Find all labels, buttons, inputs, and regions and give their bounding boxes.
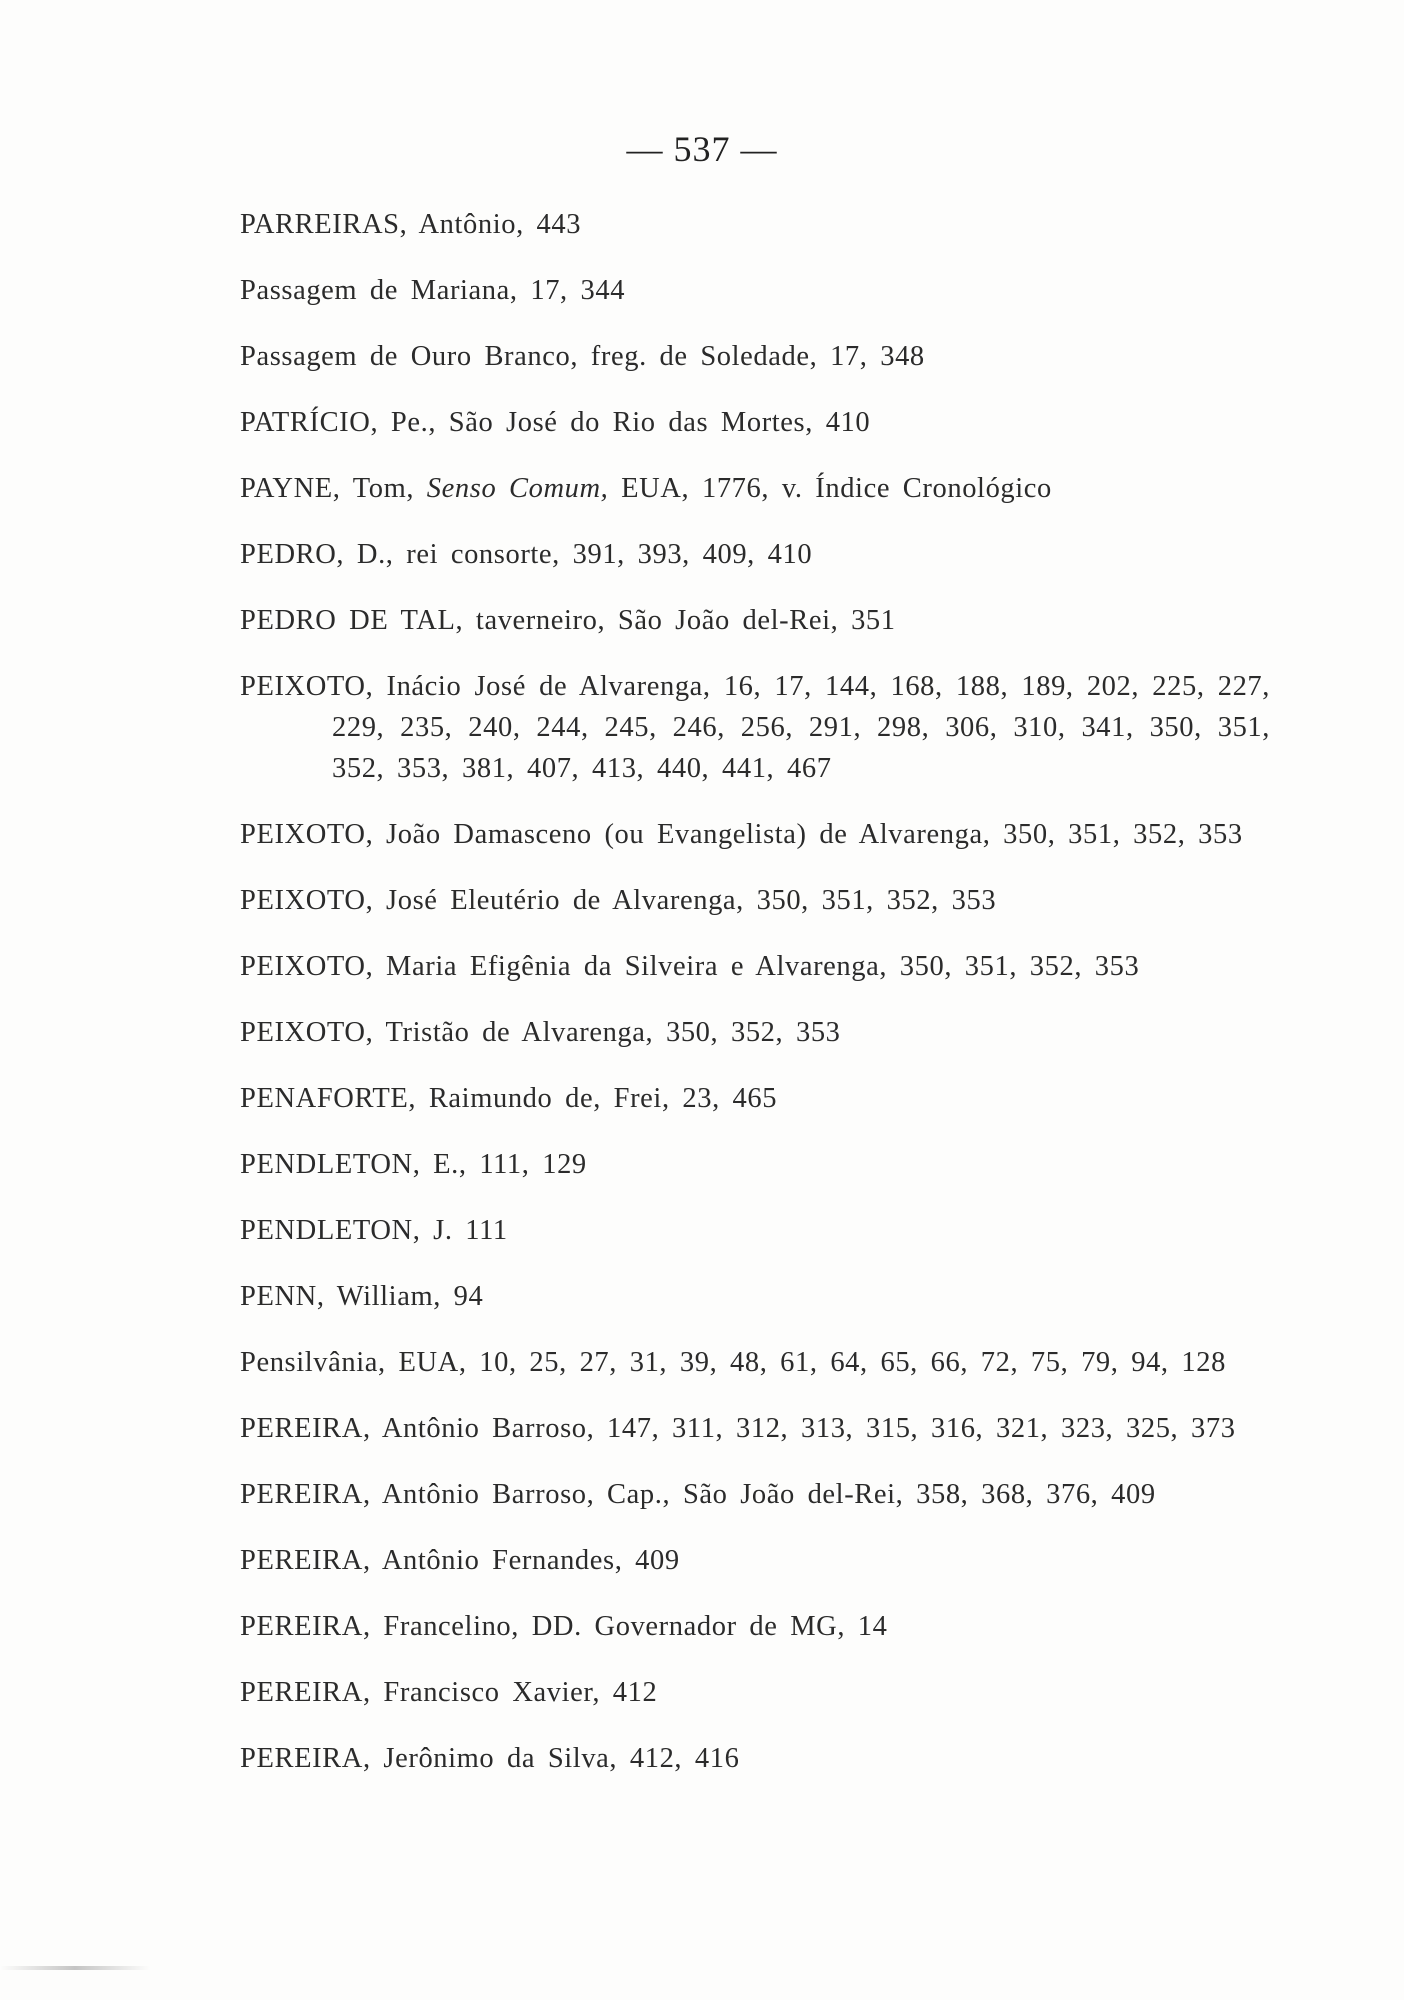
page-number: — 537 —	[626, 129, 778, 169]
index-entry: PEREIRA, Antônio Fernandes, 409	[240, 1545, 680, 1576]
index-entry: PEREIRA, Francisco Xavier, 412	[240, 1677, 658, 1708]
index-entry: PEREIRA, Antônio Barroso, Cap., São João del-Rei, 358, 368, 376, 409	[240, 1479, 1156, 1510]
index-entry: PARREIRAS, Antônio, 443	[240, 209, 582, 240]
index-entry: PEIXOTO, José Eleutério de Alvarenga, 350, 351, 352, 353	[240, 885, 997, 916]
index-entry: Passagem de Mariana, 17, 344	[240, 275, 626, 306]
scan-edge-shadow	[0, 1966, 150, 1970]
index-entry: PEIXOTO, Inácio José de Alvarenga, 16, 17, 144, 168, 188, 189, 202, 225, 227, 229, 235, 240, 244, 245, 246, 256, 291, 298, 306, 310, 341, 350, 351, 352, 353, 381, 407, 413, 440, 441, 467	[240, 671, 1270, 784]
index-entry: PEIXOTO, João Damasceno (ou Evangelista) de Alvarenga, 350, 351, 352, 353	[240, 819, 1243, 850]
index-entry: PEDRO DE TAL, taverneiro, São João del-Rei, 351	[240, 605, 896, 636]
index-entry: PENDLETON, J. 111	[240, 1215, 508, 1246]
index-entry: PEREIRA, Antônio Barroso, 147, 311, 312, 313, 315, 316, 321, 323, 325, 373	[240, 1413, 1236, 1444]
index-entry: PENAFORTE, Raimundo de, Frei, 23, 465	[240, 1083, 778, 1114]
index-entry: PEREIRA, Francelino, DD. Governador de MG, 14	[240, 1611, 888, 1642]
index-entry: PATRÍCIO, Pe., São José do Rio das Mortes, 410	[240, 407, 871, 438]
index-entry: PENN, William, 94	[240, 1281, 484, 1312]
index-entry: Passagem de Ouro Branco, freg. de Soledade, 17, 348	[240, 341, 925, 372]
index-entry: PEDRO, D., rei consorte, 391, 393, 409, 410	[240, 539, 813, 570]
entry-text: PAYNE, Tom,	[240, 473, 427, 504]
index-entry: PEIXOTO, Tristão de Alvarenga, 350, 352, 353	[240, 1017, 841, 1048]
book-title: Senso Comum,	[426, 473, 609, 504]
index-entry: PEREIRA, Jerônimo da Silva, 412, 416	[240, 1743, 740, 1774]
index-list	[240, 204, 1270, 1804]
index-entry: PEIXOTO, Maria Efigênia da Silveira e Alvarenga, 350, 351, 352, 353	[240, 951, 1140, 982]
index-entry-payne	[240, 468, 1270, 509]
index-entry: Pensilvânia, EUA, 10, 25, 27, 31, 39, 48, 61, 64, 65, 66, 72, 75, 79, 94, 128	[240, 1347, 1226, 1378]
entry-text: EUA, 1776, v. Índice Cronológico	[608, 473, 1052, 504]
index-entry: PENDLETON, E., 111, 129	[240, 1149, 587, 1180]
